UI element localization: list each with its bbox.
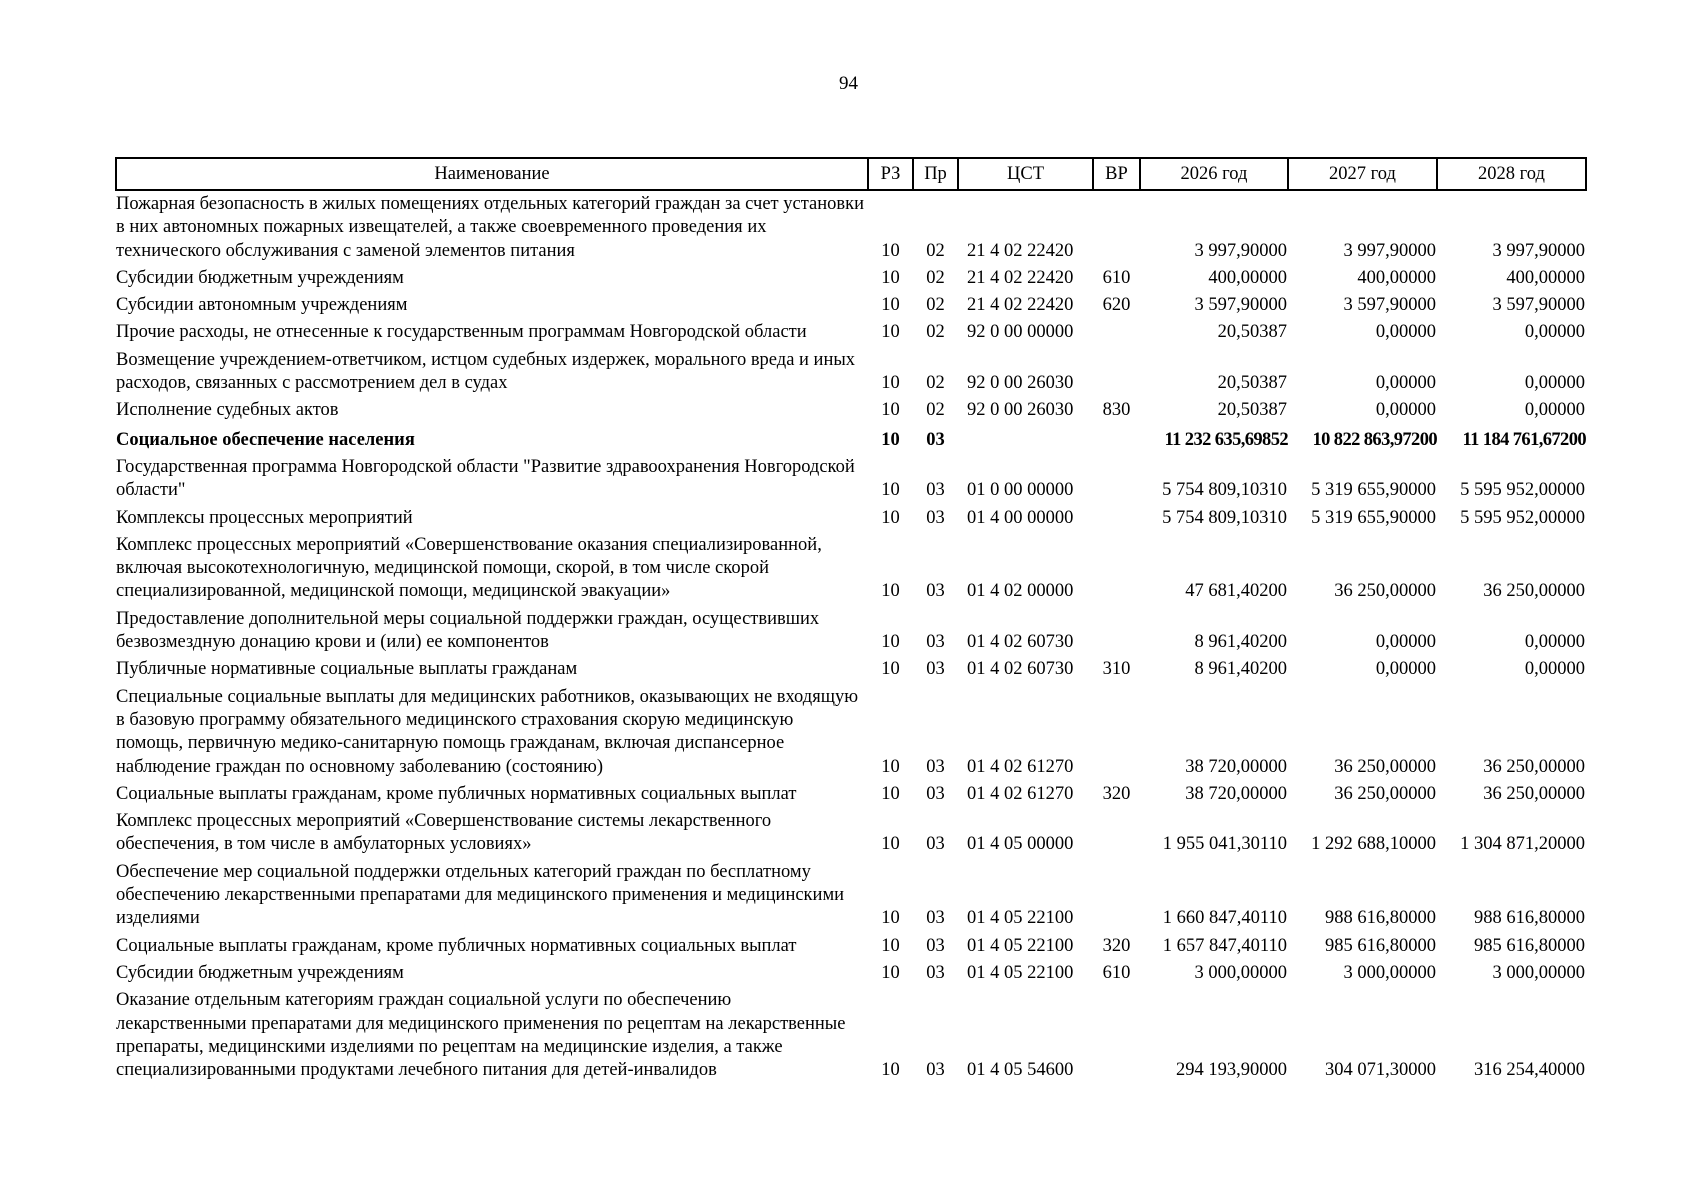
row-vr bbox=[1093, 857, 1140, 931]
row-cst: 01 4 05 22100 bbox=[967, 935, 1074, 956]
row-2028: 316 254,40000 bbox=[1474, 1060, 1585, 1081]
table-row bbox=[116, 857, 1586, 931]
budget-table bbox=[115, 157, 1587, 1082]
row-cst: 01 0 00 00000 bbox=[967, 480, 1074, 501]
row-2026: 8 961,40200 bbox=[1194, 632, 1287, 653]
row-name: Субсидии бюджетным учреждениям bbox=[116, 267, 404, 288]
row-name: Пожарная безопасность в жилых помещениях отдельных категорий граждан за счет установки в них автономных пожарных извещателей, а также своевременного проведения их технического обслуживания с заменой элементов питания bbox=[116, 194, 865, 261]
row-pr: 02 bbox=[926, 400, 945, 421]
row-2027: 0,00000 bbox=[1375, 373, 1436, 394]
row-pr: 03 bbox=[926, 659, 945, 680]
row-vr bbox=[1093, 345, 1140, 396]
row-2026: 11 232 635,69852 bbox=[1164, 429, 1288, 450]
row-vr bbox=[1093, 530, 1140, 604]
row-vr: 610 bbox=[1102, 962, 1131, 983]
row-rz: 10 bbox=[881, 429, 900, 450]
row-rz: 10 bbox=[881, 632, 900, 653]
row-cst: 01 4 00 00000 bbox=[967, 507, 1074, 528]
row-2027: 0,00000 bbox=[1375, 400, 1436, 421]
page-number: 94 bbox=[839, 73, 858, 94]
table-row bbox=[116, 317, 1586, 344]
row-2027: 3 597,90000 bbox=[1343, 295, 1436, 316]
row-2028: 0,00000 bbox=[1524, 632, 1585, 653]
row-name: Предоставление дополнительной меры социальной поддержки граждан, осуществивших безвозмездную донацию крови и (или) ее компонентов bbox=[116, 608, 820, 653]
row-2026: 20,50387 bbox=[1217, 400, 1287, 421]
row-vr bbox=[1093, 604, 1140, 655]
row-2027: 985 616,80000 bbox=[1325, 935, 1436, 956]
header-2026: 2026 год bbox=[1140, 158, 1288, 190]
table-row bbox=[116, 423, 1586, 452]
row-cst: 92 0 00 26030 bbox=[967, 373, 1074, 394]
header-2027: 2027 год bbox=[1288, 158, 1437, 190]
row-name: Комплексы процессных мероприятий bbox=[116, 507, 413, 528]
row-cst: 01 4 02 60730 bbox=[967, 659, 1074, 680]
row-2026: 47 681,40200 bbox=[1185, 581, 1287, 602]
row-pr: 03 bbox=[926, 507, 945, 528]
table-row bbox=[116, 290, 1586, 317]
row-vr bbox=[1093, 190, 1140, 263]
row-2027: 5 319 655,90000 bbox=[1311, 480, 1436, 501]
row-2026: 8 961,40200 bbox=[1194, 659, 1287, 680]
row-cst: 01 4 02 61270 bbox=[967, 756, 1074, 777]
row-name: Обеспечение мер социальной поддержки отдельных категорий граждан по бесплатному обеспечению лекарственными препаратами для медицинского применения и медицинскими изделиями bbox=[116, 861, 845, 929]
row-pr: 03 bbox=[926, 429, 945, 450]
table-row bbox=[116, 958, 1586, 985]
row-2026: 5 754 809,10310 bbox=[1162, 507, 1287, 528]
row-rz: 10 bbox=[881, 834, 900, 855]
row-rz: 10 bbox=[881, 783, 900, 804]
row-2028: 3 597,90000 bbox=[1492, 295, 1585, 316]
header-2028: 2028 год bbox=[1437, 158, 1586, 190]
row-vr bbox=[1093, 682, 1140, 779]
row-name: Публичные нормативные социальные выплаты гражданам bbox=[116, 659, 578, 680]
row-2028: 11 184 761,67200 bbox=[1462, 429, 1586, 450]
row-2027: 400,00000 bbox=[1357, 267, 1436, 288]
row-pr: 03 bbox=[926, 908, 945, 929]
table-row bbox=[116, 530, 1586, 604]
header-rz: РЗ bbox=[868, 158, 913, 190]
row-rz: 10 bbox=[881, 507, 900, 528]
row-2027: 988 616,80000 bbox=[1325, 908, 1436, 929]
row-2027: 3 000,00000 bbox=[1343, 962, 1436, 983]
row-name: Социальные выплаты гражданам, кроме публичных нормативных социальных выплат bbox=[116, 783, 797, 804]
header-name: Наименование bbox=[116, 158, 868, 190]
row-pr: 03 bbox=[926, 962, 945, 983]
row-pr: 03 bbox=[926, 1060, 945, 1081]
row-rz: 10 bbox=[881, 659, 900, 680]
row-name: Социальное обеспечение населения bbox=[116, 429, 415, 450]
row-cst: 01 4 05 22100 bbox=[967, 962, 1074, 983]
row-name: Государственная программа Новгородской области "Развитие здравоохранения Новгородской области" bbox=[116, 456, 855, 501]
row-cst: 21 4 02 22420 bbox=[967, 295, 1074, 316]
row-2026: 38 720,00000 bbox=[1185, 783, 1287, 804]
row-vr bbox=[1093, 806, 1140, 857]
row-name: Субсидии автономным учреждениям bbox=[116, 295, 408, 316]
row-pr: 02 bbox=[926, 295, 945, 316]
row-2027: 3 997,90000 bbox=[1343, 240, 1436, 261]
row-2027: 36 250,00000 bbox=[1334, 756, 1436, 777]
row-pr: 03 bbox=[926, 632, 945, 653]
row-2026: 400,00000 bbox=[1208, 267, 1287, 288]
row-cst bbox=[958, 423, 1093, 452]
row-pr: 03 bbox=[926, 756, 945, 777]
header-vr: ВР bbox=[1093, 158, 1140, 190]
row-2027: 0,00000 bbox=[1375, 322, 1436, 343]
row-name: Прочие расходы, не отнесенные к государственным программам Новгородской области bbox=[116, 322, 807, 343]
row-rz: 10 bbox=[881, 962, 900, 983]
row-vr bbox=[1093, 503, 1140, 530]
row-2027: 1 292 688,10000 bbox=[1311, 834, 1436, 855]
row-vr: 320 bbox=[1102, 783, 1131, 804]
row-rz: 10 bbox=[881, 267, 900, 288]
row-2027: 0,00000 bbox=[1375, 659, 1436, 680]
row-2026: 1 955 041,30110 bbox=[1162, 834, 1287, 855]
row-2026: 38 720,00000 bbox=[1185, 756, 1287, 777]
row-name: Комплекс процессных мероприятий «Совершенствование оказания специализированной, включая высокотехнологичную, медицинской помощи, скорой, в том числе скорой специализированной, медицинской помощи, медицинской эвакуации» bbox=[116, 534, 822, 602]
table-row bbox=[116, 263, 1586, 290]
row-2028: 36 250,00000 bbox=[1483, 756, 1585, 777]
table-row bbox=[116, 452, 1586, 503]
row-pr: 02 bbox=[926, 373, 945, 394]
table-row bbox=[116, 931, 1586, 958]
row-2028: 985 616,80000 bbox=[1474, 935, 1585, 956]
row-2028: 36 250,00000 bbox=[1483, 581, 1585, 602]
row-name: Специальные социальные выплаты для медицинских работников, оказывающих не входящую в базовую программу обязательного медицинского страхования скорую медицинскую помощь, первичную медико-санитарную помощь гражданам, включая диспансерное наблюдение граждан по основному заболеванию (состоянию) bbox=[116, 686, 859, 777]
row-pr: 03 bbox=[926, 783, 945, 804]
table-row bbox=[116, 190, 1586, 263]
table-row bbox=[116, 654, 1586, 681]
table-row bbox=[116, 985, 1586, 1082]
row-vr bbox=[1093, 985, 1140, 1082]
row-rz: 10 bbox=[881, 373, 900, 394]
row-cst: 92 0 00 00000 bbox=[967, 322, 1074, 343]
row-2028: 3 000,00000 bbox=[1492, 962, 1585, 983]
row-2026: 5 754 809,10310 bbox=[1162, 480, 1287, 501]
row-rz: 10 bbox=[881, 756, 900, 777]
row-vr bbox=[1093, 317, 1140, 344]
row-2028: 0,00000 bbox=[1524, 322, 1585, 343]
row-rz: 10 bbox=[881, 1060, 900, 1081]
row-2026: 3 997,90000 bbox=[1194, 240, 1287, 261]
row-2028: 3 997,90000 bbox=[1492, 240, 1585, 261]
table-header-row bbox=[116, 158, 1586, 190]
row-rz: 10 bbox=[881, 480, 900, 501]
row-2028: 988 616,80000 bbox=[1474, 908, 1585, 929]
row-rz: 10 bbox=[881, 295, 900, 316]
row-2027: 36 250,00000 bbox=[1334, 581, 1436, 602]
table-row bbox=[116, 395, 1586, 422]
row-name: Исполнение судебных актов bbox=[116, 400, 339, 421]
row-pr: 03 bbox=[926, 581, 945, 602]
row-name: Оказание отдельным категориям граждан социальной услуги по обеспечению лекарственными препаратами для медицинского применения по рецептам на лекарственные препараты, медицинскими изделиями по рецептам на медицинские изделия, а также специализированными продуктами лечебного питания для детей-инвалидов bbox=[116, 990, 846, 1081]
row-2027: 10 822 863,97200 bbox=[1312, 429, 1437, 450]
row-2028: 0,00000 bbox=[1524, 659, 1585, 680]
row-2027: 36 250,00000 bbox=[1334, 783, 1436, 804]
table-row bbox=[116, 503, 1586, 530]
row-vr: 620 bbox=[1102, 295, 1131, 316]
row-name: Социальные выплаты гражданам, кроме публичных нормативных социальных выплат bbox=[116, 935, 797, 956]
row-2028: 0,00000 bbox=[1524, 400, 1585, 421]
row-2026: 20,50387 bbox=[1217, 373, 1287, 394]
row-cst: 01 4 02 60730 bbox=[967, 632, 1074, 653]
row-2028: 5 595 952,00000 bbox=[1460, 507, 1585, 528]
row-rz: 10 bbox=[881, 581, 900, 602]
row-cst: 92 0 00 26030 bbox=[967, 400, 1074, 421]
table-row bbox=[116, 779, 1586, 806]
row-2028: 1 304 871,20000 bbox=[1460, 834, 1585, 855]
table-row bbox=[116, 345, 1586, 396]
row-2028: 5 595 952,00000 bbox=[1460, 480, 1585, 501]
row-cst: 01 4 05 22100 bbox=[967, 908, 1074, 929]
row-2026: 3 000,00000 bbox=[1194, 962, 1287, 983]
row-2026: 20,50387 bbox=[1217, 322, 1287, 343]
row-2026: 3 597,90000 bbox=[1194, 295, 1287, 316]
row-cst: 01 4 05 00000 bbox=[967, 834, 1074, 855]
table-row bbox=[116, 806, 1586, 857]
row-rz: 10 bbox=[881, 400, 900, 421]
row-2028: 400,00000 bbox=[1506, 267, 1585, 288]
row-rz: 10 bbox=[881, 322, 900, 343]
row-vr: 310 bbox=[1102, 659, 1131, 680]
row-pr: 02 bbox=[926, 267, 945, 288]
row-cst: 21 4 02 22420 bbox=[967, 267, 1074, 288]
row-vr: 610 bbox=[1102, 267, 1131, 288]
row-rz: 10 bbox=[881, 240, 900, 261]
row-vr bbox=[1093, 423, 1140, 452]
row-2027: 5 319 655,90000 bbox=[1311, 507, 1436, 528]
row-name: Комплекс процессных мероприятий «Совершенствование системы лекарственного обеспечения, в том числе в амбулаторных условиях» bbox=[116, 811, 772, 855]
row-cst: 01 4 05 54600 bbox=[967, 1060, 1074, 1081]
row-rz: 10 bbox=[881, 908, 900, 929]
row-2027: 0,00000 bbox=[1375, 632, 1436, 653]
row-pr: 03 bbox=[926, 834, 945, 855]
row-rz: 10 bbox=[881, 935, 900, 956]
row-pr: 03 bbox=[926, 480, 945, 501]
row-name: Субсидии бюджетным учреждениям bbox=[116, 962, 404, 983]
header-pr: Пр bbox=[913, 158, 958, 190]
row-2028: 0,00000 bbox=[1524, 373, 1585, 394]
row-pr: 03 bbox=[926, 935, 945, 956]
table-row bbox=[116, 604, 1586, 655]
row-name: Возмещение учреждением-ответчиком, истцом судебных издержек, морального вреда и иных расходов, связанных с рассмотрением дел в судах bbox=[116, 349, 856, 394]
row-2027: 304 071,30000 bbox=[1325, 1060, 1436, 1081]
table-row bbox=[116, 682, 1586, 779]
row-cst: 21 4 02 22420 bbox=[967, 240, 1074, 261]
row-2026: 1 657 847,40110 bbox=[1162, 935, 1287, 956]
row-vr: 320 bbox=[1102, 935, 1131, 956]
row-pr: 02 bbox=[926, 240, 945, 261]
row-pr: 02 bbox=[926, 322, 945, 343]
row-cst: 01 4 02 00000 bbox=[967, 581, 1074, 602]
row-vr bbox=[1093, 452, 1140, 503]
row-vr: 830 bbox=[1102, 400, 1131, 421]
row-cst: 01 4 02 61270 bbox=[967, 783, 1074, 804]
row-2026: 294 193,90000 bbox=[1176, 1060, 1287, 1081]
header-cst: ЦСТ bbox=[958, 158, 1093, 190]
row-2028: 36 250,00000 bbox=[1483, 783, 1585, 804]
row-2026: 1 660 847,40110 bbox=[1162, 908, 1287, 929]
